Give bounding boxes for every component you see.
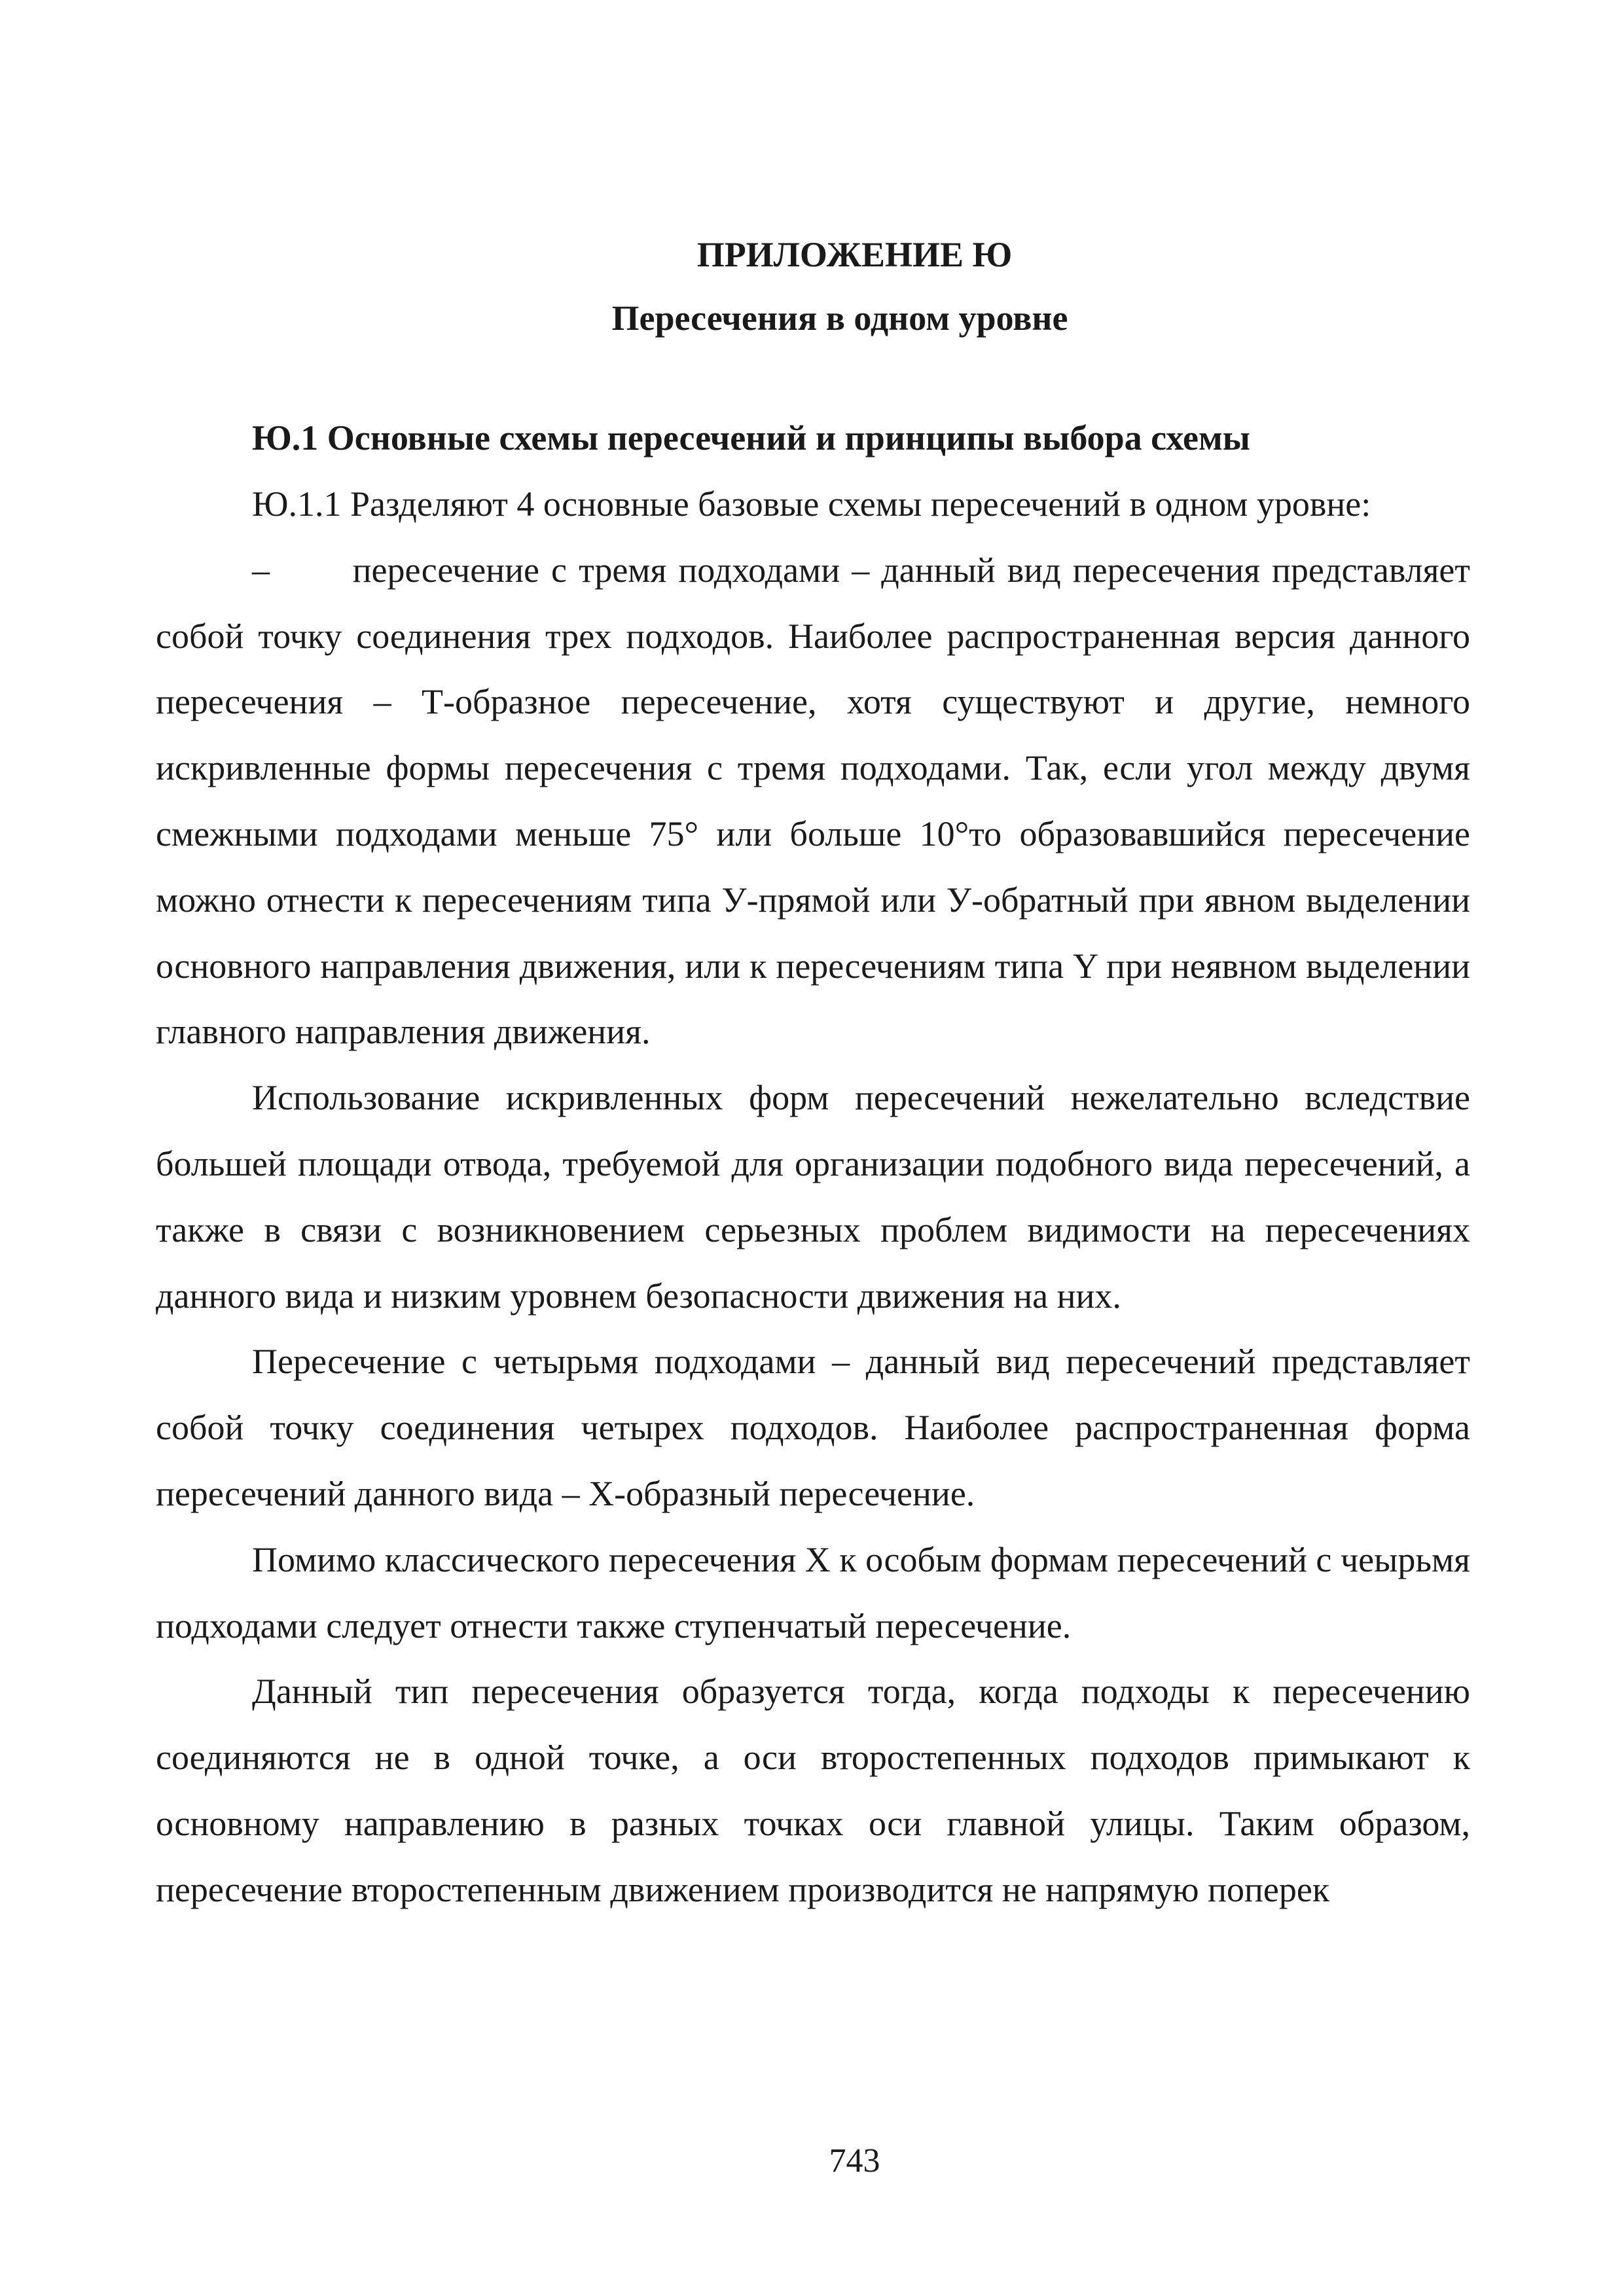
body-text xyxy=(156,471,1470,1923)
appendix-title: ПРИЛОЖЕНИЕ Ю xyxy=(696,235,1013,274)
paragraph: Использование искривленных форм пересечений нежелательно вследствие большей площади отвода, требуемой для организации подобного вида пересечений, а также в связи с возникновением серьезных проблем видимости на пересечениях данного вида и низким уровнем безопасности движения на них. xyxy=(156,1078,1470,1316)
page-number: 743 xyxy=(829,2142,880,2179)
section-heading: Ю.1 Основные схемы пересечений и принципы выбора схемы xyxy=(252,418,1250,457)
paragraph-clause: Ю.1.1 Разделяют 4 основные базовые схемы пересечений в одном уровне: xyxy=(252,484,1371,524)
paragraph-list-item: – пересечение с тремя подходами – данный вид пересечения представляет собой точку соединения трех подходов. Наиболее распространенная версия данного пересечения – Т-образное пересечение, хотя существуют и другие, немного искривленные формы пересечения с тремя подходами. Так, если угол между двумя смежными подходами меньше 75° или больше 10°то образовавшийся пересечение можно отнести к пересечениям типа У-прямой или У-обратный при явном выделении основного направления движения, или к пересечениям типа Y при неявном выделении главного направления движения. xyxy=(156,550,1470,1052)
paragraph: Помимо классического пересечения Х к особым формам пересечений с чеырьмя подходами следует отнести также ступенчатый пересечение. xyxy=(156,1539,1470,1645)
paragraph: Данный тип пересечения образуется тогда, когда подходы к пересечению соединяются не в одной точке, а оси второстепенных подходов примыкают к основному направлению в разных точках оси главной улицы. Таким образом, пересечение второстепенным движением производится не напрямую поперек xyxy=(156,1672,1470,1909)
paragraph: Пересечение с четырьмя подходами – данный вид пересечений представляет собой точку соединения четырех подходов. Наиболее распространенная форма пересечений данного вида – Х-образный пересечение. xyxy=(156,1342,1470,1513)
appendix-subtitle: Пересечения в одном уровне xyxy=(611,298,1068,338)
